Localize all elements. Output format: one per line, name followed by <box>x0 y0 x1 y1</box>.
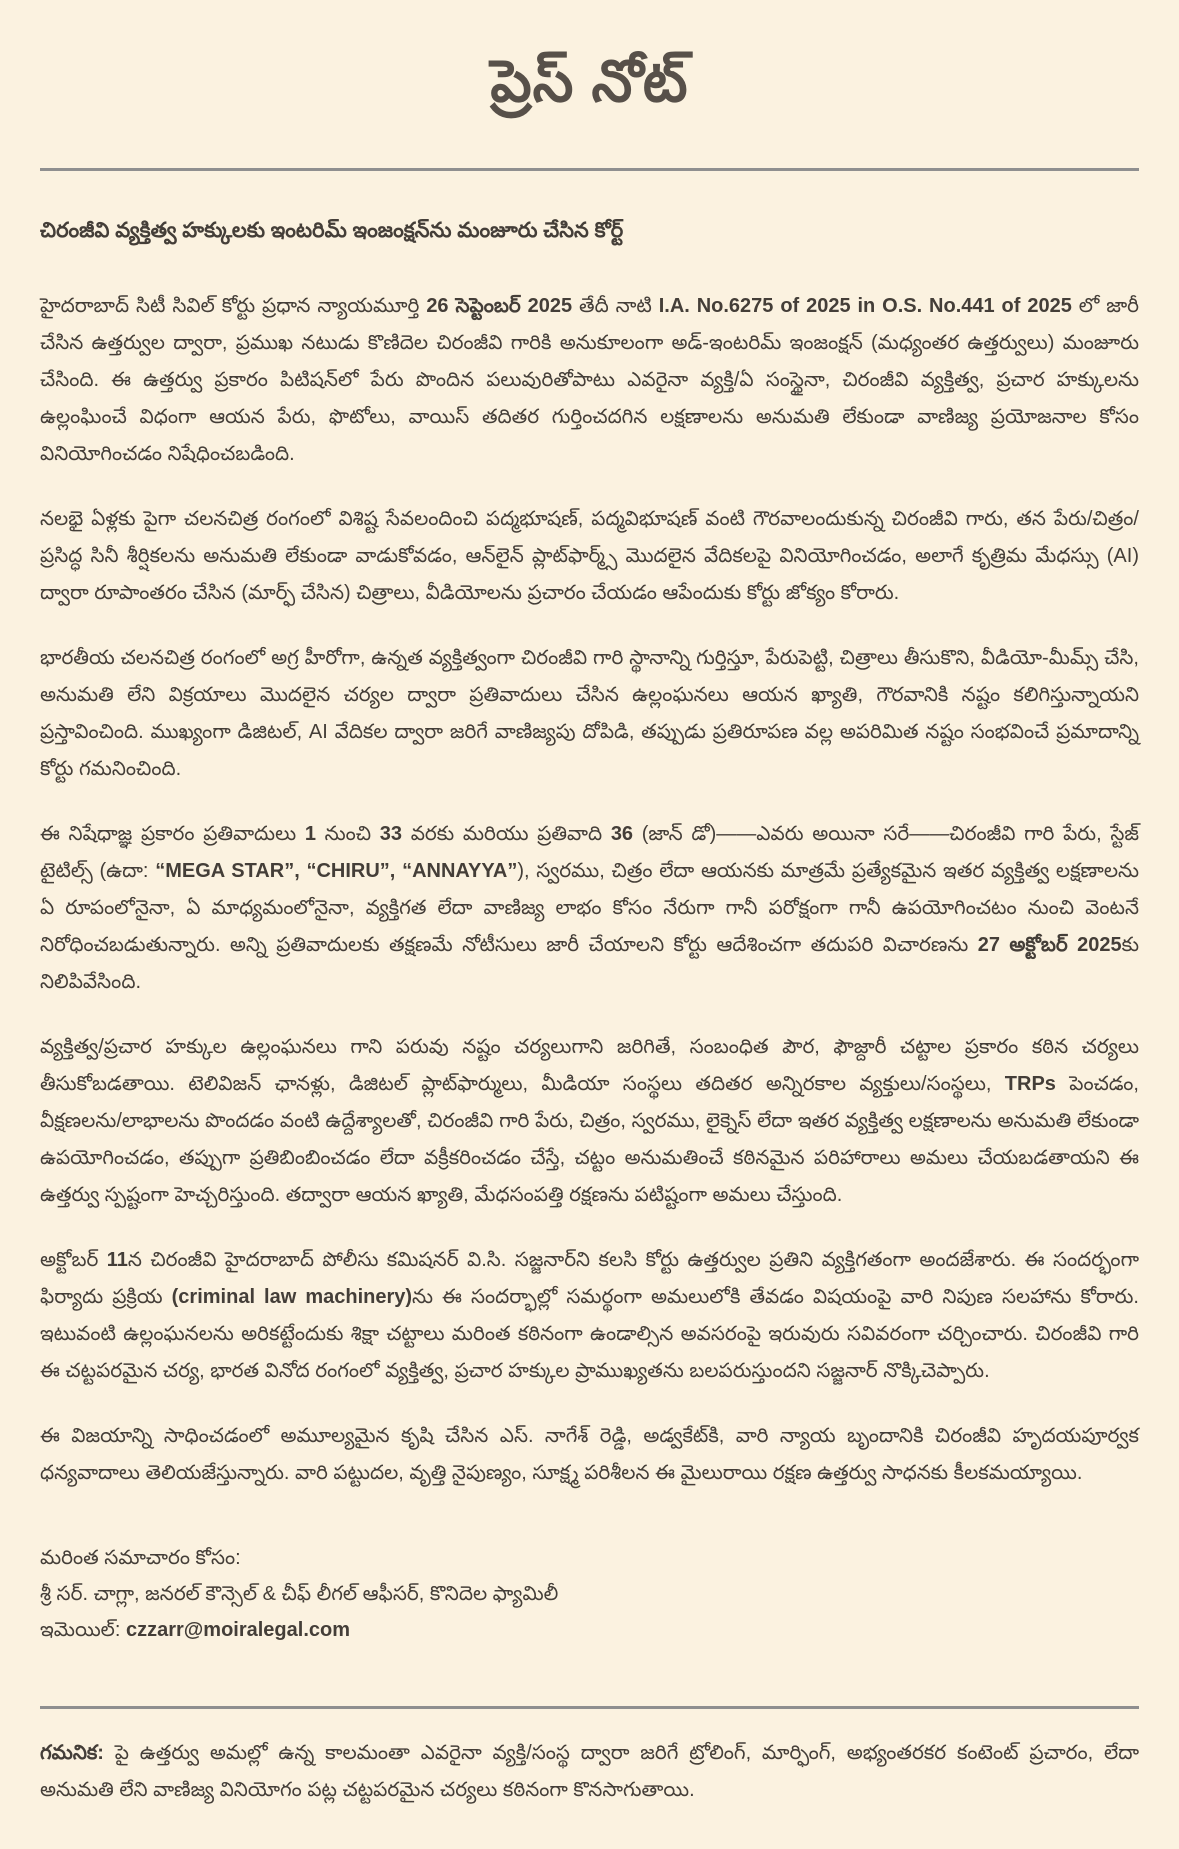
text-segment: వరకు మరియు ప్రతివాది <box>402 823 611 845</box>
text-segment: 27 అక్టోబర్ 2025 <box>977 934 1122 956</box>
text-segment: కు నిలిపివేసింది. <box>40 934 1140 993</box>
text-segment: న చిరంజీవి హైదరాబాద్ పోలీసు కమిషనర్ వి.సి. సజ్జనార్‌ని కలసి కోర్టు ఉత్తర్వుల ప్రతిని వ్యక్తిగతంగా అందజేశారు. ఈ సందర్భంగా ఫిర్యాదు ప్రక్రియ <box>40 1249 1139 1308</box>
divider-bottom <box>40 1706 1139 1709</box>
text-segment: నుంచి <box>315 823 380 845</box>
page-title: ప్రెస్ నోట్ <box>490 49 689 114</box>
document-heading: చిరంజీవి వ్యక్తిత్వ హక్కులకు ఇంటరిమ్ ఇంజంక్షన్‌ను మంజూరు చేసిన కోర్ట్ <box>40 219 624 242</box>
text-segment: “MEGA STAR”, “CHIRU”, “ANNAYYA” <box>155 860 518 882</box>
text-segment: 1 <box>304 823 316 845</box>
paragraph <box>40 1418 1139 1492</box>
text-segment: I.A. No.6275 of 2025 in O.S. No.441 of 2025 <box>658 295 1072 317</box>
text-segment: పై ఉత్తర్వు అమల్లో ఉన్న కాలమంతా ఎవరైనా వ్యక్తి/సంస్థ ద్వారా జరిగే ట్రోలింగ్, మార్ఫింగ్, అభ్యంతరకర కంటెంట్ ప్రచారం, లేదా అనుమతి లేని వాణిజ్య వినియోగం పట్ల చట్టపరమైన చర్యలు కఠినంగా కొనసాగుతాయి. <box>40 1742 1139 1801</box>
paragraph <box>40 640 1139 788</box>
contact-email-line <box>40 1612 1139 1648</box>
text-segment: 36 <box>610 823 634 845</box>
text-segment: హైదరాబాద్ సిటీ సివిల్ కోర్టు ప్రధాన న్యాయమూర్తి <box>40 295 427 317</box>
email-address: czzarr@moiralegal.com <box>125 1619 351 1641</box>
text-segment: పెంచడం, వీక్షణలను/లాభాలను పొందడం వంటి ఉద్దేశ్యాలతో, చిరంజీవి గారి పేరు, చిత్రం, స్వరము, లైక్నెస్ లేదా ఇతర వ్యక్తిత్వ లక్షణాలను అనుమతి లేకుండా ఉపయోగించడం, తప్పుగా ప్రతిబింబించడం లేదా వక్రీకరించడం చేస్తే, చట్టం అనుమతించే కఠినమైన పరిహారాలు అమలు చేయబడతాయని ఈ ఉత్తర్వు స్పష్టంగా హెచ్చరిస్తుంది. తద్వారా ఆయన ఖ్యాతి, మేధసంపత్తి రక్షణను పటిష్టంగా అమలు చేస్తుంది. <box>40 1073 1139 1206</box>
text-segment: ఈ నిషేధాజ్ఞ ప్రకారం ప్రతివాదులు <box>40 823 305 845</box>
text-segment: నలభై ఏళ్లకు పైగా చలనచిత్ర రంగంలో విశిష్ట సేవలందించి పద్మభూషణ్, పద్మవిభూషణ్ వంటి గౌరవాలందుకున్న చిరంజీవి గారు, తన పేరు/చిత్రం/ప్రసిద్ధ సినీ శీర్షికలను అనుమతి లేకుండా వాడుకోవడం, ఆన్‌లైన్ ప్లాట్‌ఫార్మ్స్ మొదలైన వేదికలపై వినియోగించడం, అలాగే కృత్రిమ మేధస్సు (AI) ద్వారా రూపాంతరం చేసిన (మార్ఫ్ చేసిన) చిత్రాలు, వీడియోలను ప్రచారం చేయడం ఆపేందుకు కోర్టు జోక్యం కోరారు. <box>40 508 1139 604</box>
text-segment: (జాన్ డో)——ఎవరు అయినా సరే——చిరంజీవి గారి పేరు, స్టేజ్ టైటిల్స్ (ఉదా: <box>40 823 1139 882</box>
text-segment: గమనిక: <box>40 1742 104 1764</box>
text-segment: లో జారీ చేసిన ఉత్తర్వుల ద్వారా, ప్రముఖ నటుడు కొణిదెల చిరంజీవి గారికి అనుకూలంగా అడ్-ఇంటరిమ్ ఇంజంక్షన్ (మధ్యంతర ఉత్తర్వులు) మంజూరు చేసింది. ఈ ఉత్తర్వు ప్రకారం పిటిషన్‌లో పేరు పొందిన పలువురితోపాటు ఎవరైనా వ్యక్తి/ఏ సంస్థైనా, చిరంజీవి వ్యక్తిత్వ, ప్రచార హక్కులను ఉల్లంఘించే విధంగా ఆయన పేరు, ఫొటోలు, వాయిస్ తదితర గుర్తించదగిన లక్షణాలను అనుమతి లేకుండా వాణిజ్య ప్రయోజనాల కోసం వినియోగించడం నిషేధించబడింది. <box>40 295 1139 465</box>
paragraph <box>40 1029 1139 1214</box>
text-segment: తేదీ నాటి <box>572 295 659 317</box>
body-paragraphs <box>40 288 1139 1492</box>
text-segment: వ్యక్తిత్వ/ప్రచార హక్కుల ఉల్లంఘనలు గాని పరువు నష్టం చర్యలుగాని జరిగితే, సంబంధిత పౌర, ఫౌజ్దారీ చట్టాల ప్రకారం కఠిన చర్యలు తీసుకోబడతాయి. టెలివిజన్ ఛానళ్లు, డిజిటల్ ప్లాట్‌ఫార్ములు, మీడియా సంస్థలు తదితర అన్నిరకాల వ్యక్తులు/సంస్థలు, <box>40 1036 1139 1095</box>
text-segment: 11 <box>106 1249 128 1271</box>
paragraph <box>40 288 1139 473</box>
email-label: ఇమెయిల్: <box>40 1619 126 1641</box>
text-segment: భారతీయ చలనచిత్ర రంగంలో అగ్ర హీరోగా, ఉన్నత వ్యక్తిత్వంగా చిరంజీవి గారి స్థానాన్ని గుర్తిస్తూ, పేరుపెట్టి, చిత్రాలు తీసుకొని, వీడియో-మీమ్స్ చేసి, అనుమతి లేని విక్రయాలు మొదలైన చర్యల ద్వారా ప్రతివాదులు చేసిన ఉల్లంఘనలు ఆయన ఖ్యాతి, గౌరవానికి నష్టం కలిగిస్తున్నాయని ప్రస్తావించింది. ముఖ్యంగా డిజిటల్, AI వేదికల ద్వారా జరిగే వాణిజ్యపు దోపిడి, తప్పుడు ప్రతిరూపణ వల్ల అపరిమిత నష్టం సంభవించే ప్రమాదాన్ని కోర్టు గమనించింది. <box>40 647 1139 780</box>
text-segment: ఈ విజయాన్ని సాధించడంలో అమూల్యమైన కృషి చేసిన ఎస్. నాగేశ్ రెడ్డి, అడ్వకేట్‌కి, వారి న్యాయ బృందానికి చిరంజీవి హృదయపూర్వక ధన్యవాదాలు తెలియజేస్తున్నారు. వారి పట్టుదల, వృత్తి నైపుణ్యం, సూక్ష్మ పరిశీలన ఈ మైలురాయి రక్షణ ఉత్తర్వు సాధనకు కీలకమయ్యాయి. <box>40 1425 1139 1484</box>
text-segment: 26 సెప్టెంబర్ 2025 <box>426 295 573 317</box>
paragraph <box>40 501 1139 612</box>
contact-intro: మరింత సమాచారం కోసం: <box>40 1547 241 1569</box>
text-segment: (criminal law machinery) <box>171 1286 413 1308</box>
text-segment: TRPs <box>1004 1073 1056 1095</box>
paragraph <box>40 1242 1139 1390</box>
text-segment: ), స్వరము, చిత్రం లేదా ఆయనకు మాత్రమే ప్రత్యేకమైన ఇతర వ్యక్తిత్వ లక్షణాలను ఏ రూపంలోనైనా, ఏ మాధ్యమంలోనైనా, వ్యక్తిగత లేదా వాణిజ్య లాభం కోసం నేరుగా గానీ పరోక్షంగా గానీ ఉపయోగించటం నుంచి వెంటనే నిరోధించబడుతున్నారు. అన్ని ప్రతివాదులకు తక్షణమే నోటీసులు జారీ చేయాలని కోర్టు ఆదేశించగా తదుపరి విచారణను <box>40 860 1139 956</box>
contact-block <box>40 1540 1139 1648</box>
text-segment: ను ఈ సందర్భాల్లో సమర్థంగా అమలులోకి తేవడం విషయంపై వారి నిపుణ సలహాను కోరారు. ఇటువంటి ఉల్లంఘనలను అరికట్టేందుకు శిక్షా చట్టాలు మరింత కఠినంగా ఉండాల్సిన అవసరంపై ఇరువురు సవివరంగా చర్చించారు. చిరంజీవి గారి ఈ చట్టపరమైన చర్య, భారత వినోద రంగంలో వ్యక్తిత్వ, ప్రచార హక్కుల ప్రాముఖ్యతను బలపరుస్తుందని సజ్జనార్ నొక్కిచెప్పారు. <box>40 1286 1139 1382</box>
paragraph <box>40 816 1139 1001</box>
text-segment: 33 <box>379 823 403 845</box>
text-segment: అక్టోబర్ <box>40 1249 107 1271</box>
divider-top <box>40 168 1139 171</box>
contact-person: శ్రీ సర్. చాగ్లా, జనరల్ కౌన్సెల్ & చీఫ్ లీగల్ ఆఫీసర్, కొనిదెల ఫ్యామిలీ <box>40 1583 559 1605</box>
footnote <box>40 1735 1139 1809</box>
